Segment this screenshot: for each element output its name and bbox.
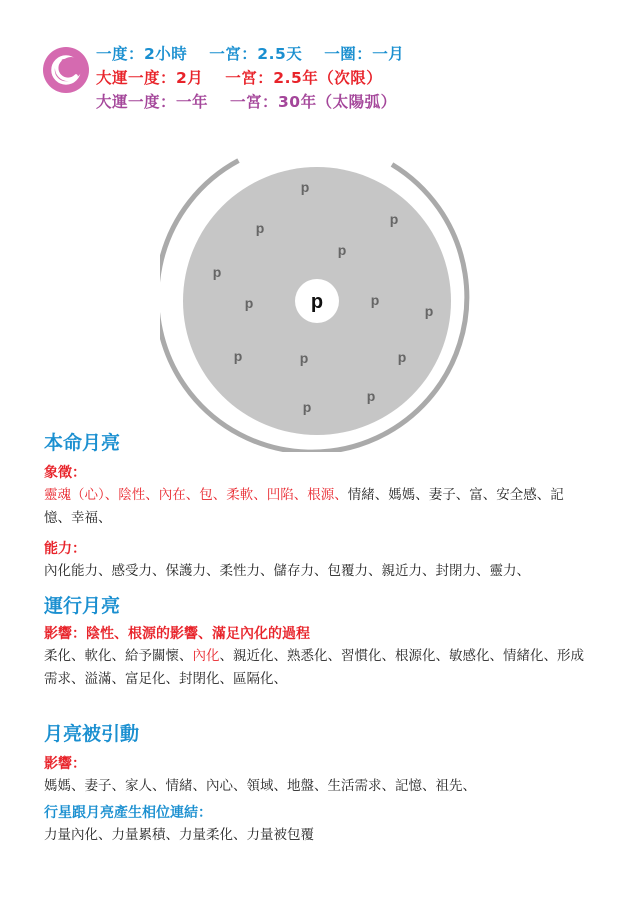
section-title-natal-moon: 本命月亮 <box>44 432 121 454</box>
symbol-text <box>44 484 584 530</box>
planet-label: p <box>370 292 380 308</box>
transit-influence-heading: 影響：陰性、根源的影響、滿足內化的過程 <box>44 626 310 642</box>
center-label: p <box>310 291 324 313</box>
symbol-text-black: 情緒、媽媽、妻子、富、安全感、記憶、幸福、 <box>44 487 564 526</box>
moon-icon <box>42 46 90 94</box>
section-title-moon-triggered: 月亮被引動 <box>44 723 140 745</box>
header-line1-house: 一宮：2.5天 <box>209 45 303 63</box>
content <box>44 430 584 847</box>
header-line1-cycle: 一圈：一月 <box>324 45 405 63</box>
ability-text: 內化能力、感受力、保護力、柔性力、儲存力、包覆力、親近力、封閉力、靈力、 <box>44 563 530 579</box>
triggered-influence-text: 媽媽、妻子、家人、情緒、內心、領域、地盤、生活需求、記憶、祖先、 <box>44 778 476 794</box>
aspect-text: 力量內化、力量累積、力量柔化、力量被包覆 <box>44 827 314 843</box>
planet-label: p <box>337 242 347 258</box>
transit-text-b: 、親近化、熟悉化、習慣化、根源化、敏感化、情緒化、形成需求、溢滿、富足化、封閉化、區隔化、 <box>44 648 584 687</box>
planet-label: p <box>424 303 434 319</box>
header-line2-house: 一宮：2.5年（次限） <box>225 69 383 87</box>
ability-heading: 能力： <box>44 541 86 557</box>
transit-text-a: 柔化、軟化、給予關懷、 <box>44 648 193 664</box>
section-title-transit-moon: 運行月亮 <box>44 595 121 617</box>
header-line-1 <box>96 42 516 66</box>
planet-label: p <box>255 220 265 236</box>
header-line-3 <box>96 90 516 114</box>
header-line-2 <box>96 66 516 90</box>
planet-label: p <box>244 295 254 311</box>
header-line3-house: 一宮：30年（太陽弧） <box>230 93 397 111</box>
header-line3-degree: 大運一度：一年 <box>96 93 209 111</box>
symbol-heading: 象徵： <box>44 465 86 481</box>
planet-label: p <box>366 388 376 404</box>
planet-label: p <box>299 350 309 366</box>
header-line2-degree: 大運一度：2月 <box>96 69 204 87</box>
planet-label: p <box>233 348 243 364</box>
planet-label: p <box>397 349 407 365</box>
planet-label: p <box>212 264 222 280</box>
header-line1-degree: 一度：2小時 <box>96 45 188 63</box>
planet-label: p <box>300 179 310 195</box>
transit-text-red: 內化 <box>192 648 220 664</box>
symbol-text-red: 靈魂（心）、陰性、內在、包、柔軟、凹陷、根源、 <box>44 487 348 503</box>
planet-label: p <box>302 399 312 415</box>
aspect-heading: 行星跟月亮產生相位連結： <box>44 805 212 821</box>
moon-wheel-diagram <box>160 152 480 452</box>
transit-text <box>44 645 584 691</box>
triggered-influence-heading: 影響： <box>44 756 86 772</box>
planet-label: p <box>389 211 399 227</box>
